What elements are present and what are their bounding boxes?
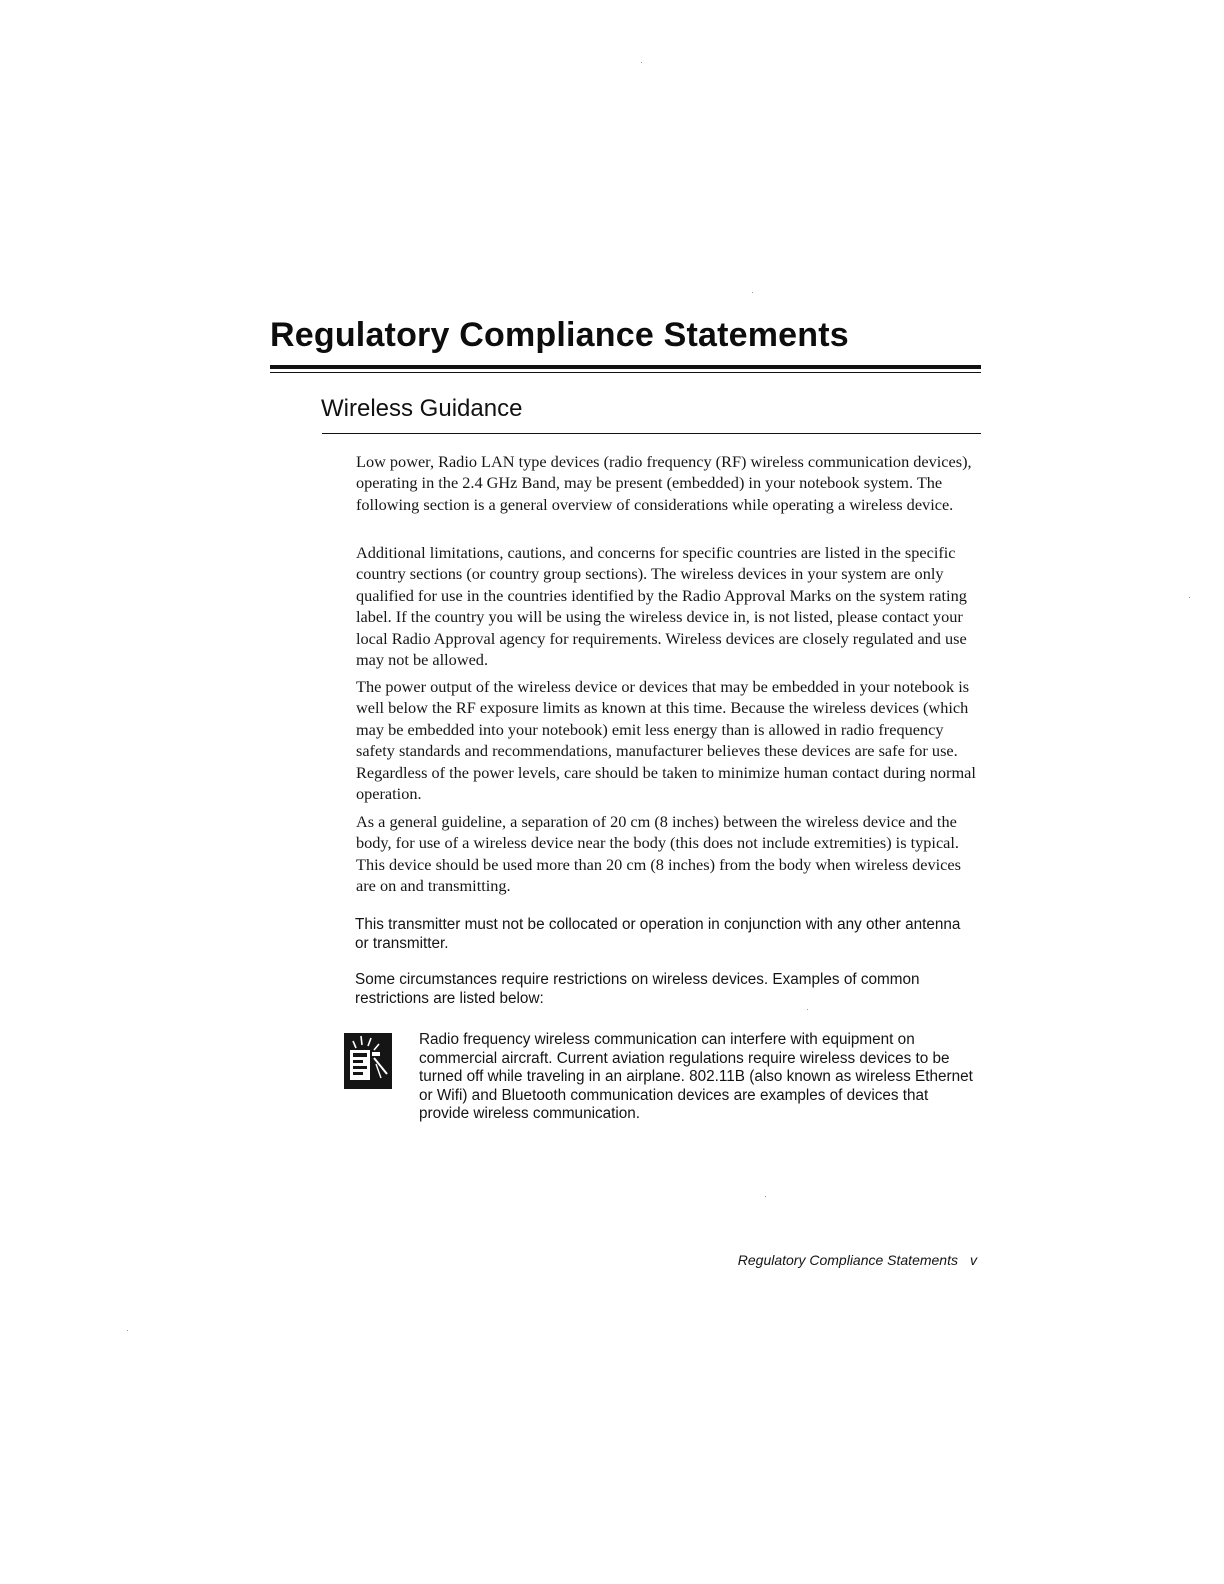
page-footer — [600, 1252, 977, 1268]
body-paragraph: Additional limitations, cautions, and concerns for specific countries are listed in the specific country sections (or country group sections). The wireless devices in your system are only qualified for use in the countries identified by the Radio Approval Marks on the system rating label. If the country you will be using the wireless device in, is not listed, please contact your local Radio Approval agency for requirements. Wireless devices are closely regulated and use may not be allowed. — [356, 543, 967, 670]
section-rule — [322, 433, 981, 434]
chapter-rule-thin — [270, 372, 981, 373]
scan-speck — [752, 292, 753, 293]
collocation-notice: This transmitter must not be collocated or operation in conjunction with any other antenna or transmitter. — [355, 916, 961, 952]
body-paragraph: Low power, Radio LAN type devices (radio frequency (RF) wireless communication devices), operating in the 2.4 GHz Band, may be present (embedded) in your notebook system. The following section is a general overview of considerations while operating a wireless device. — [356, 452, 972, 514]
note-icon — [344, 1031, 392, 1091]
scan-speck — [765, 1196, 766, 1197]
scan-speck — [807, 1009, 808, 1010]
section-title: Wireless Guidance — [321, 395, 523, 422]
scan-speck — [1189, 597, 1190, 598]
chapter-rule-thick — [270, 365, 981, 369]
restrictions-intro: Some circumstances require restrictions on wireless devices. Examples of common restrictions are listed below: — [355, 971, 920, 1007]
body-paragraph: As a general guideline, a separation of 20 cm (8 inches) between the wireless device and the body, for use of a wireless device near the body (this does not include extremities) is typical. This device should be used more than 20 cm (8 inches) from the body when wireless devices are on and transmitting. — [356, 812, 961, 896]
footer-running-title: Regulatory Compliance Statements — [737, 1252, 958, 1268]
page-number: v — [970, 1252, 977, 1268]
body-paragraph: The power output of the wireless device or devices that may be embedded in your notebook is well below the RF exposure limits as known at this time. Because the wireless devices (which may be embedded into your notebook) emit less energy than is allowed in radio frequency safety standards and recommendations, manufacturer believes these devices are safe for use. Regardless of the power levels, care should be taken to minimize human contact during normal operation. — [356, 677, 976, 804]
chapter-title: Regulatory Compliance Statements — [270, 316, 849, 354]
aircraft-note: Radio frequency wireless communication can interfere with equipment on commercial aircraft. Current aviation regulations require wireless devices to be turned off while traveling in an airplane. 802.11B (also known as wireless Ethernet or Wifi) and Bluetooth communication devices are examples of devices that provide wireless communication. — [419, 1031, 973, 1123]
scan-speck — [641, 62, 642, 63]
scan-speck — [127, 1330, 128, 1331]
